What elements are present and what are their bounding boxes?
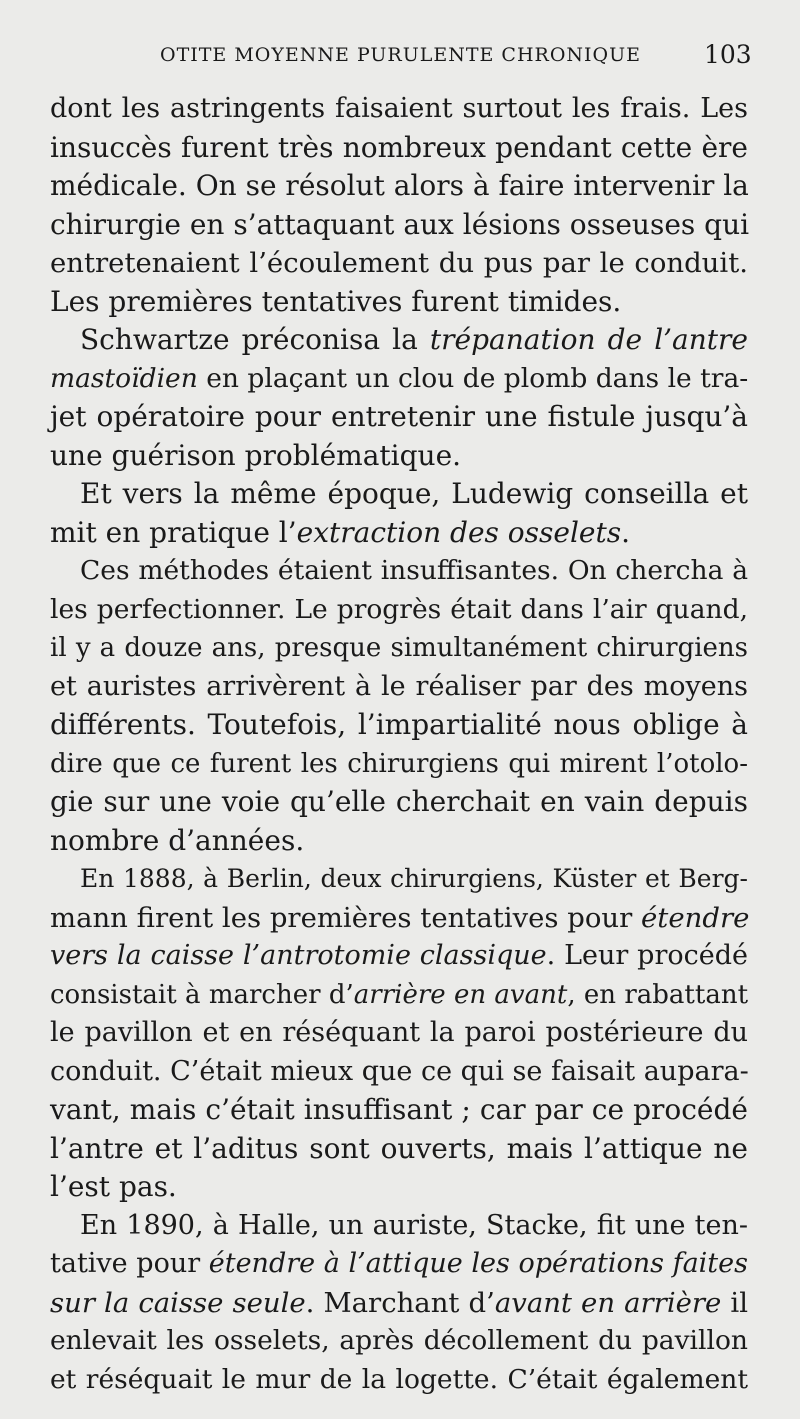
- text-line: [50, 552, 748, 591]
- text-run: gie sur une voie qu’elle cherchait en vain depuis: [50, 785, 748, 818]
- text-line: [50, 899, 748, 938]
- text-run: vant, mais c’était insuffisant ; car par ce procédé: [50, 1093, 748, 1126]
- text-run: différents. Toutefois, l’impartialité nous oblige à: [50, 708, 748, 741]
- text-line: [50, 976, 748, 1015]
- text-line: [50, 591, 748, 630]
- text-line: [50, 437, 748, 476]
- text-line: [50, 360, 748, 399]
- text-line: [50, 1284, 748, 1323]
- text-run: une guérison problématique.: [50, 438, 462, 472]
- italic-text: mastoïdien: [50, 362, 198, 394]
- italic-text: avant en arrière: [494, 1286, 722, 1319]
- text-line: [50, 90, 748, 129]
- text-run: insuccès furent très nombreux pendant cette ère: [50, 130, 748, 164]
- page-header: [0, 38, 800, 78]
- text-run: dire que ce furent les chirurgiens qui mirent l’otolo-: [50, 748, 748, 779]
- text-run: médicale. On se résolut alors à faire intervenir la: [50, 169, 749, 202]
- text-line: [50, 1014, 748, 1053]
- text-run: consistait à marcher d’: [50, 979, 354, 1010]
- italic-text: trépanation de l’antre: [429, 323, 748, 356]
- text-line: [50, 860, 748, 899]
- text-run: mann firent les premières tentatives pour: [50, 901, 642, 934]
- italic-text: étendre: [641, 901, 750, 934]
- text-run: Et vers la même époque, Ludewig conseilla et: [80, 477, 748, 510]
- text-line: [50, 1168, 748, 1207]
- text-line: [50, 668, 748, 707]
- text-run: jet opératoire pour entretenir une fistule jusqu’à: [50, 400, 748, 433]
- text-run: les perfectionner. Le progrès était dans l’air quand,: [50, 593, 748, 625]
- text-line: [50, 167, 748, 206]
- text-line: [50, 1322, 748, 1361]
- text-run: enlevait les osselets, après décollement du pavillon: [50, 1325, 748, 1356]
- text-line: [50, 1245, 748, 1284]
- text-run: dont les astringents faisaient surtout les frais. Les: [50, 93, 748, 124]
- text-run: nombre d’années.: [50, 823, 305, 857]
- text-run: Schwartze préconisa la: [80, 323, 430, 356]
- text-line: [50, 745, 748, 784]
- text-line: [50, 206, 748, 245]
- text-run: tative pour: [50, 1248, 209, 1279]
- italic-text: étendre à l’attique les opérations faites: [208, 1248, 748, 1279]
- text-line: [50, 629, 748, 668]
- text-line: [50, 783, 748, 822]
- text-run: entretenaient l’écoulement du pus par le conduit.: [50, 247, 748, 279]
- text-line: [50, 1361, 748, 1400]
- text-run: En 1888, à Berlin, deux chirurgiens, Küster et Berg-: [80, 864, 748, 893]
- text-line: [50, 937, 748, 976]
- text-run: il: [721, 1286, 748, 1319]
- text-run: conduit. C’était mieux que ce qui se faisait aupara-: [50, 1055, 749, 1087]
- text-run: .: [621, 515, 631, 549]
- text-run: chirurgie en s’attaquant aux lésions osseuses qui: [50, 207, 750, 241]
- italic-text: extraction des osselets: [296, 515, 622, 549]
- body-text: [50, 90, 748, 1399]
- text-line: [50, 398, 748, 437]
- text-run: En 1890, à Halle, un auriste, Stacke, fit une ten-: [80, 1209, 748, 1241]
- text-run: l’antre et l’aditus sont ouverts, mais l’attique ne: [50, 1131, 748, 1165]
- text-line: [50, 1053, 748, 1092]
- text-line: [50, 244, 748, 283]
- text-line: [50, 129, 748, 168]
- text-run: mit en pratique l’: [50, 515, 297, 549]
- text-line: [50, 1091, 748, 1130]
- text-line: [50, 321, 748, 360]
- text-run: Ces méthodes étaient insuffisantes. On chercha à: [80, 555, 748, 586]
- text-line: [50, 475, 748, 514]
- text-line: [50, 822, 748, 861]
- text-line: [50, 1207, 748, 1246]
- text-line: [50, 1130, 748, 1169]
- text-line: [50, 514, 748, 553]
- running-title: OTITE MOYENNE PURULENTE CHRONIQUE: [160, 44, 641, 66]
- text-run: l’est pas.: [50, 1170, 177, 1203]
- text-line: [50, 283, 748, 322]
- text-run: . Leur procédé: [546, 940, 748, 971]
- page-number: 103: [704, 40, 752, 69]
- text-run: et auristes arrivèrent à le réaliser par des moyens: [50, 670, 748, 702]
- italic-text: vers la caisse l’antrotomie classique: [50, 940, 547, 971]
- text-run: il y a douze ans, presque simultanément chirurgiens: [50, 633, 748, 663]
- italic-text: sur la caisse seule: [50, 1286, 306, 1319]
- text-run: . Marchant d’: [305, 1286, 495, 1319]
- text-run: Les premières tentatives furent timides.: [50, 284, 622, 318]
- text-run: le pavillon et en réséquant la paroi postérieure du: [50, 1017, 748, 1048]
- text-run: , en rabattant: [567, 979, 749, 1010]
- text-run: en plaçant un clou de plomb dans le tra-: [197, 362, 749, 394]
- text-line: [50, 706, 748, 745]
- text-run: et réséquait le mur de la logette. C’était également: [50, 1363, 748, 1395]
- italic-text: arrière en avant: [353, 979, 568, 1010]
